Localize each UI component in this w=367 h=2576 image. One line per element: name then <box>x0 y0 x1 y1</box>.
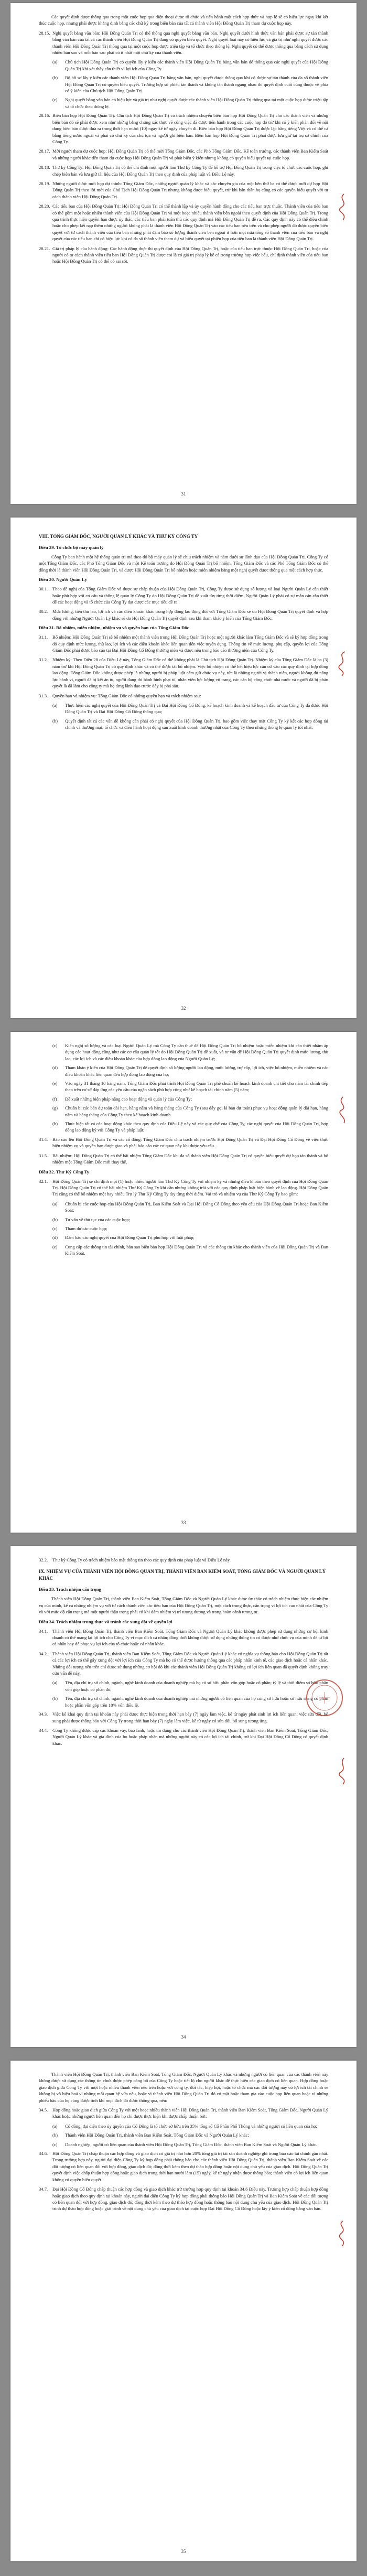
handwritten-initials <box>333 192 352 222</box>
paragraph: Công Ty ban hành một hệ thống quản trị mà theo đó bộ máy quản lý sẽ chịu trách nhiệm và nằm dưới sự lãnh đạo của Hội Đồng Quản Trị. Công Ty có một Tổng Giám Đốc, các Phó Tổng Giám Đốc và một Kế toán trưởng do Hội Đồng Quản Trị bổ nhiệm. Tổng Giám Đốc và các Phó Tổng Giám Đốc có thể đồng thời là thành viên Hội Đồng Quản Trị, và được Hội Đồng Quản Trị bổ nhiệm hoặc miễn nhiệm bằng một nghị quyết được thông qua một cách hợp thức. <box>39 554 328 573</box>
article-heading: Điều 29. Tổ chức bộ máy quản lý <box>39 545 104 550</box>
clause <box>39 2186 328 2212</box>
item-marker: (b) <box>52 1216 58 1222</box>
list-item <box>52 1064 328 1077</box>
article-heading: Điều 30. Người Quản Lý <box>39 577 88 583</box>
clause-text: Bãi nhiệm: Hội Đồng Quản Trị có thể bãi nhiệm Tổng Giám Đốc khi đa số thành viên Hội Đồng Quản Trị có quyền biểu quyết dự họp tán thành và bổ nhiệm một Tổng Giám Đốc mới thay thế. <box>52 1152 328 1165</box>
item-marker: (b) <box>52 718 58 724</box>
clause-number: 31.2. <box>39 657 48 663</box>
item-marker: (a) <box>52 702 58 708</box>
paragraph: Các quyết định được thông qua trong một cuộc họp qua điện thoại được tổ chức và tiến hành một cách hợp thức và hợp lệ sẽ có hiệu lực ngay khi kết thúc cuộc họp, nhưng phải được khẳng định bằng các chữ ký trong biên bản của tất cả thành viên Hội Đồng Quản Trị tham dự cuộc họp này. <box>39 14 328 26</box>
list-item <box>52 1201 328 1214</box>
clause-text: Thành viên Hội Đồng Quản Trị, thành viên Ban Kiểm Soát, Tổng Giám Đốc và Người Quản Lý khác có nghĩa vụ thông báo cho Hội Đồng Quản Trị tất cả các lợi ích có thể gây xung đột với lợi ích của Công Ty mà họ có thể được hưởng thông qua các pháp nhân kinh tế, các giao dịch hoặc cá nhân khác. Những đối tượng nêu trên chỉ được sử dụng những cơ hội đó khi các thành viên Hội Đồng Quản Trị không có lợi ích liên quan đã quyết định không truy cứu vấn đề này. <box>52 1651 328 1676</box>
item-text: Tên, địa chỉ trụ sở chính, ngành, nghề kinh doanh của doanh nghiệp mà họ có sở hữu phần vốn góp hoặc cổ phần; tỷ lệ và thời điểm sở hữu phần vốn góp hoặc cổ phần đó; <box>65 1680 328 1692</box>
clause-number: 28.15. <box>39 30 50 36</box>
company-seal <box>304 1677 345 1718</box>
item-text: Quyết định tất cả các vấn đề không cần phải có nghị quyết của Hội Đồng Quản Trị, bao gồm việc thay mặt Công Ty ký kết các hợp đồng tài chính và thương mại, tổ chức và điều hành hoạt động sản xuất kinh doanh thường nhật của Công Ty theo những thông lệ quản lý tốt nhất; <box>65 718 328 730</box>
clause-number: 28.18. <box>39 165 50 170</box>
clause <box>39 1152 328 1166</box>
item-marker: (c) <box>52 2141 58 2147</box>
item-text: Tham dự các cuộc họp; <box>65 1225 107 1231</box>
clause <box>39 2150 328 2183</box>
page-content <box>39 2071 328 2212</box>
list-item <box>52 702 328 715</box>
article-heading: Điều 33. Trách nhiệm cẩn trọng <box>39 1587 101 1592</box>
clause <box>39 1557 328 1563</box>
list-item <box>52 1105 328 1118</box>
handwritten-initials <box>333 2218 352 2248</box>
handwritten-initials <box>333 1095 352 1125</box>
page-content <box>39 533 328 731</box>
clause-number: 32.2. <box>39 1557 48 1562</box>
document-page <box>10 1546 357 2047</box>
list-item <box>52 1234 328 1241</box>
item-marker: (c) <box>52 97 58 103</box>
clause <box>39 180 328 200</box>
page-number: 31 <box>181 491 186 497</box>
list-item <box>52 2132 328 2138</box>
clause-number: 34.6. <box>39 2151 48 2157</box>
handwritten-initials <box>333 1756 352 1786</box>
item-text: Cung cấp các thông tin tài chính, bản sao biên bản họp Hội Đồng Quản Trị và các thông tin khác cho thành viên của Hội Đồng Quản Trị và Ban Kiểm Soát. <box>65 1244 328 1256</box>
chapter-heading: IX. NHIỆM VỤ CỦA THÀNH VIÊN HỘI ĐỒNG QUẢN TRỊ, THÀNH VIÊN BAN KIỂM SOÁT, TỔNG GIÁM ĐỐC VÀ NGƯỜI QUẢN LÝ KHÁC <box>39 1569 326 1581</box>
clause-text: Báo cáo lên Hội Đồng Quản Trị và các cổ đông: Tổng Giám Đốc chịu trách nhiệm trước Hội Đồng Quản Trị và Đại Hội Đồng Cổ Đông về việc thực hiện nhiệm vụ và quyền hạn được giao và phải báo cáo các cơ quan này khi được yêu cầu. <box>52 1136 328 1149</box>
list-item <box>52 718 328 731</box>
clause-number: 28.21. <box>39 245 50 251</box>
clause-text: Thư ký Công Ty có trách nhiệm bảo mật thông tin theo các quy định của pháp luật và Điều Lệ này. <box>52 1557 231 1562</box>
clause <box>39 112 328 145</box>
item-text: Cổ đông, đại diện theo ủy quyền của Cổ Đông là tổ chức sở hữu trên 35% tổng số Cổ Phần Phổ Thông và những người có liên quan của họ; <box>65 2123 317 2129</box>
item-text: Đề xuất những biện pháp nâng cao hoạt động và quản lý của Công Ty; <box>65 1096 192 1102</box>
clause-text: Thành viên Hội Đồng Quản Trị, thành viên Ban Kiểm Soát, Tổng Giám Đốc và Người Quản Lý khác không được phép sử dụng những cơ hội kinh doanh có thể mang lại lợi ích cho Công Ty vì mục đích cá nhân; đồng thời không được sử dụng những thông tin có được nhờ chức vụ của mình để tư lợi cá nhân hay để phục vụ lợi ích của tổ chức hoặc cá nhân khác. <box>52 1628 328 1647</box>
item-marker: (a) <box>52 2123 58 2129</box>
clause-number: 31.5. <box>39 1152 48 1158</box>
list-item <box>52 1244 328 1257</box>
page-number: 34 <box>181 2034 186 2040</box>
item-text: Kiến nghị số lượng và các loại Người Quản Lý mà Công Ty cần thuê để Hội Đồng Quản Trị bổ nhiệm hoặc miễn nhiệm khi cần thiết nhằm áp dụng các hoạt động cũng như các cơ cấu quản lý tốt do Hội Đồng Quản Trị đề xuất, và tư vấn để Hội Đồng Quản Trị quyết định mức lương, thù lao, các lợi ích và các điều khoản khác của hợp đồng lao động của Người Quản Lý; <box>65 1043 328 1061</box>
clause-number: 34.1. <box>39 1628 48 1634</box>
item-text: Nghị quyết bằng văn bản có hiệu lực và giá trị như nghị quyết được các thành viên Hội Đồng Quản Trị thông qua tại một cuộc họp được triệu tập và tổ chức theo thông lệ. <box>65 97 328 109</box>
list-item <box>52 1080 328 1093</box>
clause-number: 28.17. <box>39 148 50 154</box>
paragraph: Thành viên Hội Đồng Quản Trị, thành viên Ban Kiểm Soát, Tổng Giám Đốc và Người Quản Lý khác được ủy thác có trách nhiệm thực hiện các nhiệm vụ của mình, kể cả những nhiệm vụ với tư cách thành viên các tiểu ban của Hội Đồng Quản Trị, một cách trung thực, cẩn trọng vì lợi ích cao nhất của Công Ty và với mức độ cẩn trọng mà một người thận trọng phải có khi đảm nhiệm vị trí tương đương và trong hoàn cảnh tương tự. <box>39 1596 328 1615</box>
clause-number: 34.5. <box>39 2107 48 2113</box>
chapter-heading: VIII. TỔNG GIÁM ĐỐC, NGƯỜI QUẢN LÝ KHÁC VÀ THƯ KÝ CÔNG TY <box>39 534 198 539</box>
clause <box>39 164 328 177</box>
clause-number: 34.4. <box>39 1727 48 1733</box>
list-item <box>52 1042 328 1062</box>
item-marker: (b) <box>52 75 58 81</box>
item-text: Bộ hồ sơ lấy ý kiến các thành viên Hội Đồng Quản Trị bằng văn bản, nghị quyết được thông qua khi có được sự tán thành của đa số thành viên Hội Đồng Quản Trị có quyền biểu quyết. Trường hợp số phiếu tán thành và không tán thành ngang nhau thì quyết định cuối cùng thuộc về phía có ý kiến của Chủ tịch Hội Đồng Quản Trị. <box>65 75 328 94</box>
clause <box>39 693 328 699</box>
list-item <box>52 2141 328 2148</box>
clause-number: 28.20. <box>39 203 50 209</box>
clause-text: Giá trị pháp lý của hành động: Các hành động thực thi quyết định của Hội Đồng Quản Trị, hoặc của tiểu ban trực thuộc Hội Đồng Quản Trị, hoặc của người có tư cách thành viên tiểu ban Hội Đồng Quản Trị được coi là có giá trị pháp lý kể cả trong trường hợp việc bầu, chỉ định thành viên của tiểu ban hoặc Hội Đồng Quản Trị có thể có sai sót. <box>52 245 328 264</box>
list-item <box>52 1096 328 1102</box>
item-marker: (d) <box>52 1065 58 1071</box>
clause-number: 30.1. <box>39 586 48 592</box>
item-text: Tên, địa chỉ trụ sở chính, ngành, nghề kinh doanh của doanh nghiệp mà những người có liên quan của họ cùng sở hữu hoặc sở hữu riêng cổ phần hoặc phần vốn góp trên 10% vốn điều lệ. <box>65 1696 328 1708</box>
handwritten-initials <box>333 649 352 679</box>
item-text: Chuẩn bị các cuộc họp của Hội Đồng Quản Trị, Ban Kiểm Soát và Đại Hội Đồng Cổ Đông theo yêu cầu của Hội Đồng Quản Trị hoặc Ban Kiểm Soát; <box>65 1201 328 1213</box>
clause-text: Biên bản họp Hội Đồng Quản Trị: Chủ tịch Hội Đồng Quản Trị có trách nhiệm chuyển biên bản họp Hội Đồng Quản Trị cho các thành viên và những biên bản đó sẽ phải được xem như những bằng chứng xác thực về công việc đã được tiến hành trong các cuộc họp đó trừ khi có ý kiến phản đối về nội dung biên bản được đưa ra trong thời hạn mười (10) ngày kể từ ngày chuyển đi. Biên bản họp Hội Đồng Quản Trị được lập bằng tiếng Việt và có thể cả bằng tiếng nước ngoài và phải có chữ ký của chủ tọa và người ghi biên bản. Biên bản họp Hội Đồng Quản Trị phải được lưu giữ tại trụ sở chính của Công Ty. <box>52 113 328 144</box>
page-content <box>39 1042 328 1257</box>
clause <box>39 1136 328 1149</box>
item-text: Thực hiện tất cả các hoạt động khác theo quy định của Điều Lệ này và các quy chế của Công Ty, các nghị quyết của Hội Đồng Quản Trị, hợp đồng lao động ký với Công Ty và pháp luật; <box>65 1121 328 1133</box>
list-item <box>52 1679 328 1693</box>
clause-number: 28.19. <box>39 180 50 186</box>
list-item <box>52 1216 328 1223</box>
clause <box>39 656 328 689</box>
clause-number: 34.7. <box>39 2186 48 2192</box>
clause-text: Đại Hội Đồng Cổ Đông chấp thuận các hợp đồng và giao dịch khác trừ trường hợp quy định tại khoản 34.6 Điều này. Trường hợp chấp thuận hợp đồng hoặc giao dịch theo quy định tại khoản này, người đại diện Công Ty ký hợp đồng phải thông báo Hội Đồng Quản Trị và Ban Kiểm Soát về các đối tượng có liên quan đối với hợp đồng, giao dịch đó; đồng thời kèm theo dự thảo hợp đồng hoặc thông báo nội dung chủ yếu của giao dịch. Hội Đồng Quản Trị trình dự thảo hợp đồng hoặc giải trình về nội dung chủ yếu của giao dịch tại cuộc họp Đại Hội Đồng Cổ Đông hoặc lấy ý kiến cổ đông bằng văn bản. <box>52 2186 328 2212</box>
item-text: Chuẩn bị các bản dự toán dài hạn, hàng năm và hàng tháng của Công Ty (sau đây gọi là bản dự toán) phục vụ hoạt động quản lý dài hạn, hàng năm và hàng tháng của Công Ty theo kế hoạch kinh doanh. <box>65 1105 328 1117</box>
document-page <box>10 1032 357 1533</box>
item-marker: (c) <box>52 1225 58 1231</box>
clause-text: Việc kê khai quy định tại khoản này phải được thực hiện trong thời hạn bảy (7) ngày làm việc, kể từ ngày phát sinh lợi ích liên quan; việc sửa đổi, bổ sung phải được thông báo với Công Ty trong thời hạn bảy (7) ngày làm việc, kể từ ngày có sửa đổi, bổ sung tương ứng. <box>52 1711 328 1723</box>
clause-number: 31.3. <box>39 693 48 698</box>
clause <box>39 1727 328 1747</box>
clause <box>39 203 328 242</box>
item-marker: (c) <box>52 1043 58 1048</box>
clause <box>39 1711 328 1724</box>
clause-text: Quyền hạn và nhiệm vụ: Tổng Giám Đốc có những quyền hạn và trách nhiệm sau: <box>52 693 201 698</box>
item-marker: (b) <box>52 2132 58 2138</box>
clause <box>39 30 328 56</box>
clause-number: 31.4. <box>39 1136 48 1142</box>
clause-text: Nhiệm kỳ: Theo Điều 28 của Điều Lệ này, Tổng Giám Đốc có thể không phải là Chủ tịch Hội Đồng Quản Trị. Nhiệm kỳ của Tổng Giám Đốc là ba (3) năm trừ khi Hội Đồng Quản Trị có quy định khác và có thể được tái bổ nhiệm. Việc bổ nhiệm có thể hết hiệu lực căn cứ vào các quy định tại hợp đồng lao động. Tổng Giám Đốc không được phép là những người bị pháp luật cấm giữ chức vụ này, tức là những người vị thành niên, người không đủ năng lực hành vi, người đã bị kết án tù, người đang thi hành hình phạt tù, nhân viên lực lượng vũ trang, các cán bộ công chức nhà nước và người đã bị phán quyết là đã làm cho công ty mà họ từng lãnh đạo trước đây bị phá sản. <box>52 657 328 689</box>
clause <box>39 148 328 161</box>
clause <box>39 634 328 653</box>
page-content <box>39 14 328 265</box>
clause-number: 34.3. <box>39 1711 48 1717</box>
clause-number: 30.2. <box>39 609 48 615</box>
item-text: Tư vấn về thủ tục của các cuộc họp; <box>65 1216 130 1222</box>
item-marker: (g) <box>52 1105 58 1111</box>
item-text: Chủ tịch Hội Đồng Quản Trị có quyền lấy ý kiến các thành viên Hội Đồng Quản Trị bằng văn bản để thông qua các nghị quyết của Hội Đồng Quản Trị khi xét thấy cần thiết vì lợi ích của Công Ty. <box>65 59 328 71</box>
clause-text: Hội Đồng Quản Trị sẽ chỉ định một (1) hoặc nhiều người làm Thư Ký Công Ty với nhiệm kỳ và những điều khoản theo quyết định của Hội Đồng Quản Trị. Hội Đồng Quản Trị có thể bãi nhiệm Thư Ký Công Ty khi cần nhưng không trái với các quy định pháp luật hiện hành về lao động. Hội Đồng Quản Trị cũng có thể bổ nhiệm một hay nhiều Trợ lý Thư Ký Công Ty tùy từng thời điểm. Vai trò và nhiệm vụ của Thư Ký Công Ty bao gồm: <box>52 1178 328 1197</box>
list-item <box>52 1120 328 1134</box>
item-text: Vào ngày 31 tháng 10 hàng năm, Tổng Giám Đốc phải trình Hội Đồng Quản Trị phê chuẩn kế hoạch kinh doanh chi tiết cho năm tài chính tiếp theo trên cơ sở đáp ứng các yêu cầu của ngân sách phù hợp cũng như kế hoạch tài chính năm (5) năm; <box>65 1081 328 1093</box>
clause <box>39 245 328 265</box>
clause <box>39 2107 328 2120</box>
clause-text: Mời người tham dự cuộc họp: Hội Đồng Quản Trị có thể mời Tổng Giám Đốc, các Phó Tổng Giám Đốc, Kế toán trưởng, các thành viên Ban Kiểm Soát và những người khác đến tham dự cuộc họp Hội Đồng Quản Trị và phát biểu ý kiến nhưng không có quyền biểu quyết tại cuộc họp. <box>52 148 328 160</box>
item-marker: (a) <box>52 1201 58 1206</box>
clause-text: Nghị quyết bằng văn bản: Hội Đồng Quản Trị có thể thông qua nghị quyết bằng văn bản. Nghị quyết dưới hình thức văn bản phải được sự tán thành bằng văn bản của tất cả các thành viên Hội Đồng Quản Trị đang có quyền biểu quyết. Nghị quyết loại này có hiệu lực và giá trị như nghị quyết được các thành viên Hội Đồng Quản Trị thông qua tại một cuộc họp được triệu tập và tổ chức theo thông lệ. Nghị quyết có thể được thông qua bằng cách sử dụng nhiều bản sao và mỗi bản sao phải có ít nhất một chữ ký của thành viên. <box>52 30 328 56</box>
clause-number: 28.16. <box>39 113 50 118</box>
item-marker: (a) <box>52 59 58 65</box>
clause <box>39 586 328 605</box>
item-text: Doanh nghiệp, người có liên quan của thành viên Hội Đồng Quản Trị, Tổng Giám Đốc, thành viên Ban Kiểm Soát và Người Quản Lý khác. <box>65 2141 318 2147</box>
page-number: 35 <box>181 2549 186 2554</box>
clause-text: Mức lương, tiền thù lao, lợi ích và các điều khoản khác trong hợp đồng lao động đối với Tổng Giám Đốc sẽ do Hội Đồng Quản Trị quyết định và hợp đồng với những Người Quản Lý khác sẽ do Hội Đồng Quản Trị quyết định sau khi tham khảo ý kiến của Tổng Giám Đốc. <box>52 609 328 621</box>
item-marker: (b) <box>52 1696 58 1701</box>
clause-number: 31.1. <box>39 634 48 640</box>
list-item <box>52 2123 328 2129</box>
item-text: Thực hiện các nghị quyết của Hội Đồng Quản Trị và Đại Hội Đồng Cổ Đông, kế hoạch kinh doanh và kế hoạch đầu tư của Công Ty đã được Hội Đồng Quản Trị và Đại Hội Đồng Cổ Đông thông qua; <box>65 702 328 715</box>
article-heading: Điều 31. Bổ nhiệm, miễn nhiệm, nhiệm vụ và quyền hạn của Tổng Giám Đốc <box>39 625 189 631</box>
document-page <box>10 3 357 504</box>
clause <box>39 1651 328 1677</box>
paragraph: Thành viên Hội Đồng Quản Trị, thành viên Ban Kiểm Soát, Tổng Giám Đốc, Người Quản Lý khác và những người có liên quan của các thành viên này không được sử dụng các thông tin chưa được phép công bố của Công Ty hoặc tiết lộ cho người khác để thực hiện các giao dịch có liên quan. Hợp đồng hoặc giao dịch giữa Công Ty với một hoặc nhiều thành viên nêu trên hoặc với công ty, đối tác, hiệp hội, hoặc tổ chức mà các đối tượng này có lợi ích tài chính sẽ không bị vô hiệu hoá vì những mối quan hệ vừa nêu, hoặc vì thành viên Hội Đồng Quản Trị đó có mặt hoặc tham gia vào cuộc họp liên quan hoặc vì những phiếu bầu của họ cũng được tính khi mục đích đó được thông qua, nếu: <box>39 2072 328 2103</box>
list-item <box>52 1225 328 1232</box>
item-text: Thành viên Hội Đồng Quản Trị, thành viên Ban Kiểm Soát, Tổng Giám Đốc và Người Quản Lý khác; <box>65 2132 249 2138</box>
clause <box>39 1628 328 1647</box>
clause-number: 34.2. <box>39 1651 48 1656</box>
list-item <box>52 96 328 110</box>
page-number: 32 <box>181 1006 186 1011</box>
list-item <box>52 59 328 72</box>
article-heading: Điều 34. Trách nhiệm trung thực và tránh các xung đột về quyền lợi <box>39 1619 172 1624</box>
clause-text: Theo đề nghị của Tổng Giám Đốc và được sự chấp thuận của Hội Đồng Quản Trị, Công Ty được sử dụng số lượng và loại Người Quản Lý cần thiết hoặc phù hợp với cơ cấu và thông lệ quản lý Công Ty do Hội Đồng Quản Trị đề xuất tùy từng thời điểm. Người Quản Lý phải có sự mẫn cán cần thiết để các hoạt động và tổ chức của Công Ty đạt được các mục tiêu đề ra. <box>52 586 328 605</box>
clause-text: Công Ty không được cấp các khoản vay, bảo lãnh, hoặc tín dụng cho các thành viên Hội Đồng Quản Trị, thành viên Ban Kiểm Soát, Tổng Giám Đốc, Người Quản Lý khác và gia đình của họ hoặc pháp nhân mà những người này có các lợi ích tài chính, trừ khi Đại Hội Đồng Cổ Đông có quyết định khác. <box>52 1727 328 1746</box>
clause-text: Bổ nhiệm: Hội Đồng Quản Trị sẽ bổ nhiệm một thành viên trong Hội Đồng Quản Trị hoặc một người khác làm Tổng Giám Đốc và sẽ ký hợp đồng trong đó quy định mức lương, thù lao, lợi ích và các điều khoản khác liên quan đến việc tuyển dụng. Thông tin về mức lương, phụ cấp, quyền lợi của Tổng Giám Đốc phải được báo cáo tại Đại Hội Đồng Cổ Đông thường niên và được nêu trong báo cáo thường niên của Công Ty. <box>52 634 328 653</box>
page-content <box>39 1557 328 1747</box>
item-marker: (e) <box>52 1081 58 1086</box>
item-marker: (d) <box>52 1235 58 1241</box>
document-page <box>10 518 357 1018</box>
item-marker: (f) <box>52 1096 57 1102</box>
article-heading: Điều 32. Thư Ký Công Ty <box>39 1169 90 1174</box>
clause <box>39 1178 328 1198</box>
item-marker: (e) <box>52 1244 58 1249</box>
page-number: 33 <box>181 1520 186 1525</box>
item-text: Tham khảo ý kiến của Hội Đồng Quản Trị để quyết định số lượng người lao động, mức lương, trợ cấp, lợi ích, việc bổ nhiệm, miễn nhiệm và các điều khoản khác liên quan đến hợp đồng lao động của họ; <box>65 1065 328 1077</box>
clause-number: 32.1. <box>39 1178 48 1184</box>
item-marker: (h) <box>52 1121 58 1127</box>
clause-text: Những người được mời họp dự thính: Tổng Giám Đốc, những người quản lý khác và các chuyên gia của một bên thứ ba có thể được mời dự họp Hội Đồng Quản Trị theo lời mời của Chủ Tịch Hội Đồng Quản Trị nhưng không được biểu quyết, trừ khi bản thân họ cũng có các quyền biểu quyết với tư cách thành viên Hội Đồng Quản Trị. <box>52 180 328 199</box>
item-marker: (a) <box>52 1680 58 1686</box>
clause-text: Hợp đồng hoặc giao dịch giữa Công Ty với một hoặc nhiều thành viên Hội Đồng Quản Trị, thành viên Ban Kiểm Soát, Tổng Giám Đốc, Người Quản Lý khác hoặc những người liên quan đến họ chỉ được thực hiện khi được chấp thuận bởi: <box>52 2107 328 2119</box>
clause-text: Hội Đồng Quản Trị chấp thuận các hợp đồng và giao dịch có giá trị nhỏ hơn 20% tổng giá trị tài sản doanh nghiệp ghi trong báo cáo tài chính gần nhất. Trong trường hợp này, người đại diện Công Ty ký hợp đồng phải thông báo cho các thành viên Hội Đồng Quản Trị, thành viên Ban Kiểm Soát về các đối tượng có liên quan đối với hợp đồng, giao dịch đó; đồng thời kèm theo dự thảo hợp đồng hoặc nội dung chủ yếu của giao dịch. Hội Đồng Quản Trị quyết định việc chấp thuận hợp đồng hoặc giao dịch trong thời hạn mười lăm (15) ngày, kể từ ngày nhận được thông báo; thành viên có lợi ích liên quan không có quyền biểu quyết. <box>52 2151 328 2182</box>
item-text: Đảm bảo các nghị quyết của Hội Đồng Quản Trị phù hợp với luật pháp; <box>65 1235 195 1241</box>
clause-text: Thư ký Công Ty: Hội Đồng Quản Trị có thể chỉ định một người làm Thư ký Công Ty để hỗ trợ Hội Đồng Quản Trị trong việc tổ chức các cuộc họp, ghi chép biên bản và lưu giữ tài liệu của Hội Đồng Quản Trị theo quy định của pháp luật và Điều Lệ này. <box>52 165 328 177</box>
clause <box>39 608 328 621</box>
list-item <box>52 74 328 94</box>
clause-text: Các tiểu ban của Hội Đồng Quản Trị: Hội Đồng Quản Trị có thể thành lập và ủy quyền hành động cho các tiểu ban trực thuộc. Thành viên của tiểu ban có thể gồm một hoặc nhiều thành viên của Hội Đồng Quản Trị và một hoặc nhiều thành viên bên ngoài theo quyết định của Hội Đồng Quản Trị. Trong quá trình thực hiện quyền hạn được ủy thác, các tiểu ban phải tuân thủ các quy định mà Hội Đồng Quản Trị đề ra. Các quy định này có thể điều chỉnh hoặc cho phép kết nạp thêm những người không phải là thành viên Hội Đồng Quản Trị vào các tiểu ban nêu trên và cho phép người đó được quyền biểu quyết với tư cách thành viên của tiểu ban nhưng phải đảm bảo số lượng thành viên bên ngoài ít hơn một nửa tổng số thành viên của tiểu ban và nghị quyết của các tiểu ban chỉ có hiệu lực khi có đa số thành viên tham dự và biểu quyết tại phiên họp của tiểu ban là thành viên Hội Đồng Quản Trị. <box>52 203 328 242</box>
document-page <box>10 2061 357 2561</box>
list-item <box>52 1695 328 1708</box>
